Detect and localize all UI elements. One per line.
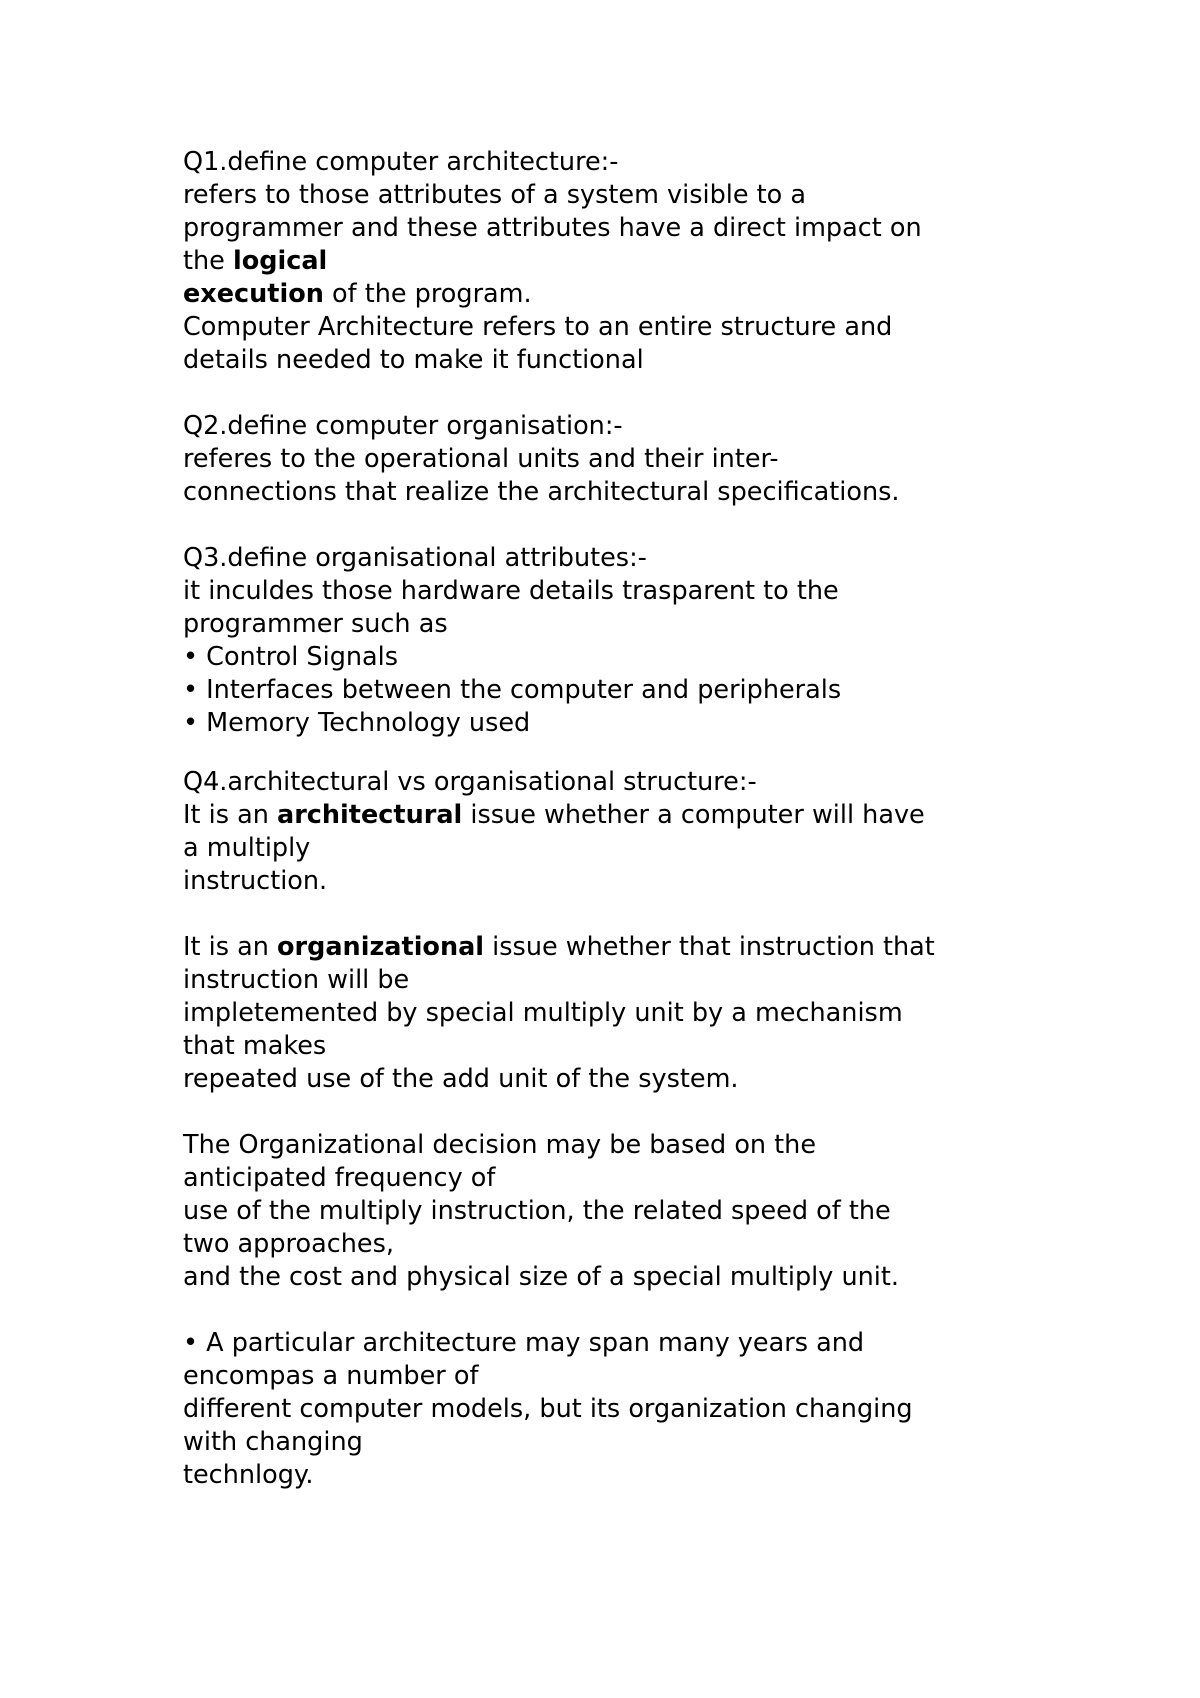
q1-line: programmer and these attributes have a direct impact on: [183, 213, 922, 243]
q4-line: instruction.: [183, 866, 328, 896]
q3-bullet-item: • Memory Technology used: [183, 708, 531, 738]
q2-line: referes to the operational units and their inter-: [183, 444, 779, 474]
paragraph-gap: [183, 740, 1063, 766]
q4-line: encompas a number of: [183, 1361, 479, 1391]
q1-line: details needed to make it functional: [183, 345, 644, 375]
paragraph-gap: [183, 377, 1063, 410]
q4-line: use of the multiply instruction, the related speed of the: [183, 1196, 891, 1226]
q4-line: and the cost and physical size of a special multiply unit.: [183, 1262, 899, 1292]
q4-line: repeated use of the add unit of the system.: [183, 1064, 739, 1094]
q1-heading: Q1.define computer architecture:-: [183, 147, 619, 177]
q4-line: [183, 799, 1063, 832]
q4-text: issue whether a computer will have: [462, 800, 925, 830]
q2-heading: Q2.define computer organisation:-: [183, 411, 623, 441]
q1-text: the: [183, 246, 233, 276]
q4-line: The Organizational decision may be based on the: [183, 1130, 817, 1160]
q3-bullet-item: • Control Signals: [183, 642, 399, 672]
q4-text: issue whether that instruction that: [484, 932, 935, 962]
q4-line: instruction will be: [183, 965, 410, 995]
q1-line: [183, 278, 1063, 311]
q1-bold-term: logical: [232, 246, 328, 276]
q4-line: two approaches,: [183, 1229, 394, 1259]
q4-line: that makes: [183, 1031, 327, 1061]
q1-line: [183, 245, 1063, 278]
q4-bold-term: architectural: [277, 800, 463, 830]
q2-line: connections that realize the architectural specifications.: [183, 477, 900, 507]
paragraph-gap: [183, 1096, 1063, 1129]
q1-text: of the program.: [323, 279, 532, 309]
q4-line: anticipated frequency of: [183, 1163, 496, 1193]
q4-text: It is an: [183, 932, 277, 962]
q3-line: it inculdes those hardware details trasparent to the: [183, 576, 839, 606]
paragraph-gap: [183, 1294, 1063, 1327]
document-page: [183, 146, 1063, 1492]
q4-line: [183, 931, 1063, 964]
q4-line: impletemented by special multiply unit by a mechanism: [183, 998, 903, 1028]
paragraph-gap: [183, 509, 1063, 542]
q4-line: different computer models, but its organization changing: [183, 1394, 913, 1424]
q4-line: with changing: [183, 1427, 363, 1457]
q3-heading: Q3.define organisational attributes:-: [183, 543, 647, 573]
q3-bullet-item: • Interfaces between the computer and peripherals: [183, 675, 842, 705]
q4-text: It is an: [183, 800, 277, 830]
q1-bold-term: execution: [183, 279, 324, 309]
q4-bullet-item: • A particular architecture may span many years and: [183, 1328, 865, 1358]
paragraph-gap: [183, 898, 1063, 931]
q3-line: programmer such as: [183, 609, 448, 639]
q4-line: a multiply: [183, 833, 311, 863]
q1-line: refers to those attributes of a system visible to a: [183, 180, 806, 210]
q1-line: Computer Architecture refers to an entire structure and: [183, 312, 893, 342]
q4-bold-term: organizational: [277, 932, 485, 962]
q4-line: technlogy.: [183, 1460, 314, 1490]
q4-heading: Q4.architectural vs organisational structure:-: [183, 767, 757, 797]
